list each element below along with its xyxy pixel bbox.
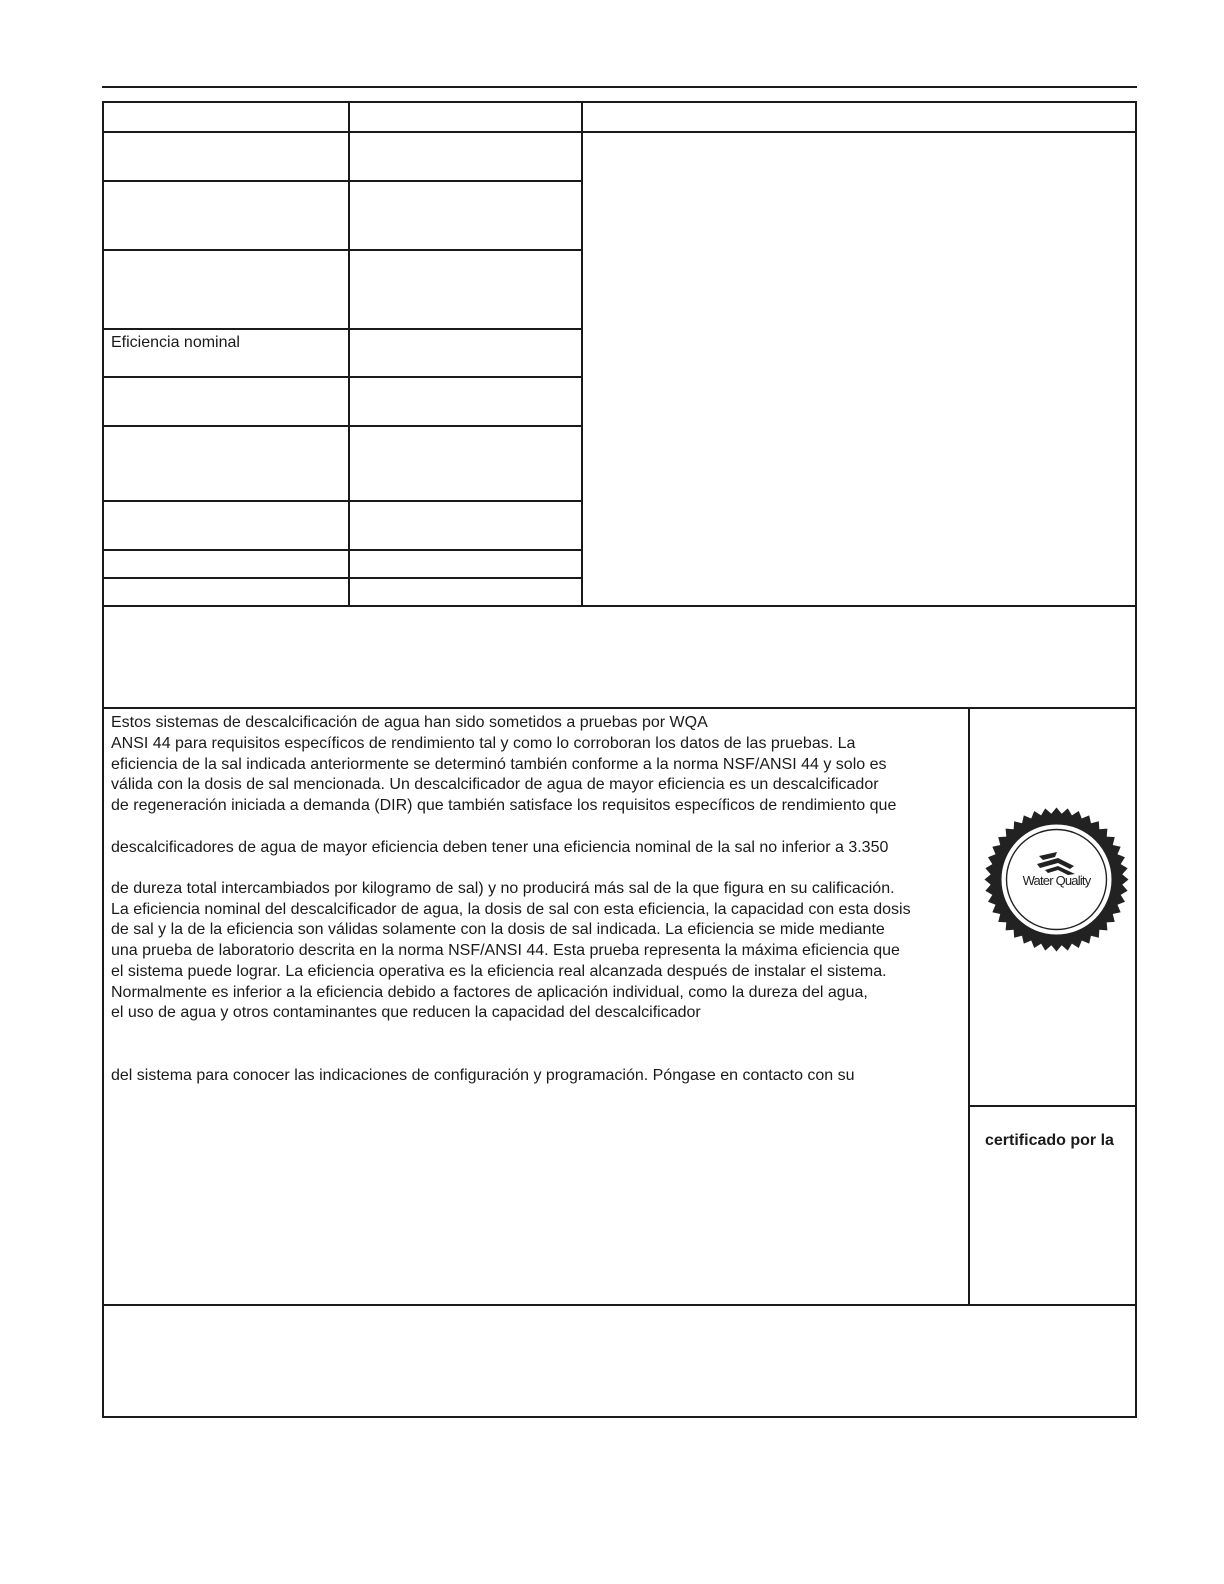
certification-text-line: eficiencia de la sal indicada anteriormente se determinó también conforme a la norma NSF/ANSI 44 y solo es — [111, 756, 887, 773]
seal-text: Water Quality — [1022, 873, 1091, 888]
spec-section-divider — [102, 605, 1137, 607]
certification-top-divider — [102, 707, 1137, 709]
certification-text-line: Estos sistemas de descalcificación de agua han sido sometidos a pruebas por WQA — [111, 714, 708, 731]
certification-text-line: descalcificadores de agua de mayor eficiencia deben tener una eficiencia nominal de la sal no inferior a 3.350 — [111, 839, 889, 856]
certification-text-line: ANSI 44 para requisitos específicos de rendimiento tal y como lo corroboran los datos de las pruebas. La — [111, 735, 856, 752]
certification-text-line: el uso de agua y otros contaminantes que reducen la capacidad del descalcificador — [111, 1004, 701, 1021]
row-divider — [102, 549, 583, 551]
certification-text-line: de regeneración iniciada a demanda (DIR) que también satisface los requisitos específicos de rendimiento que — [111, 797, 897, 814]
top-rule — [102, 86, 1137, 88]
row-divider — [102, 500, 583, 502]
column-divider-1 — [348, 101, 350, 607]
spec-row-label-eficiencia-nominal: Eficiencia nominal — [111, 334, 240, 351]
row-divider — [102, 425, 583, 427]
certification-text-line: una prueba de laboratorio descrita en la norma NSF/ANSI 44. Esta prueba representa la máxima eficiencia que — [111, 942, 900, 959]
certified-by-label: certificado por la — [985, 1132, 1114, 1149]
table-border-top — [102, 101, 1137, 103]
row-divider — [102, 328, 583, 330]
column-divider-2 — [581, 101, 583, 607]
row-divider — [102, 376, 583, 378]
certification-text-line: del sistema para conocer las indicaciones de configuración y programación. Póngase en contacto con su — [111, 1067, 855, 1084]
water-quality-seal-graphic — [984, 807, 1129, 952]
row-divider — [102, 577, 583, 579]
row-divider — [102, 180, 583, 182]
certification-text-line: válida con la dosis de sal mencionada. Un descalcificador de agua de mayor eficiencia es un descalcificador — [111, 776, 879, 793]
row-divider — [102, 249, 583, 251]
seal-box-divider — [968, 1105, 1137, 1107]
table-border-bottom — [102, 1416, 1137, 1418]
certification-bottom-divider — [102, 1304, 1137, 1306]
certification-text-line: el sistema puede lograr. La eficiencia operativa es la eficiencia real alcanzada después de instalar el sistema. — [111, 963, 887, 980]
water-quality-seal — [984, 807, 1129, 952]
seal-column-divider — [968, 707, 970, 1305]
certification-text-line: de dureza total intercambiados por kilogramo de sal) y no producirá más sal de la que figura en su calificación. — [111, 880, 895, 897]
certification-text-line: Normalmente es inferior a la eficiencia debido a factores de aplicación individual, como la dureza del agua, — [111, 984, 868, 1001]
table-border-right — [1135, 101, 1137, 1418]
certification-text-line: de sal y la de la eficiencia son válidas solamente con la dosis de sal indicada. La eficiencia se mide mediante — [111, 921, 885, 938]
table-border-left — [102, 101, 104, 1418]
header-row-divider — [102, 131, 1137, 133]
certification-text-line: La eficiencia nominal del descalcificador de agua, la dosis de sal con esta eficiencia, la capacidad con esta dosis — [111, 901, 911, 918]
